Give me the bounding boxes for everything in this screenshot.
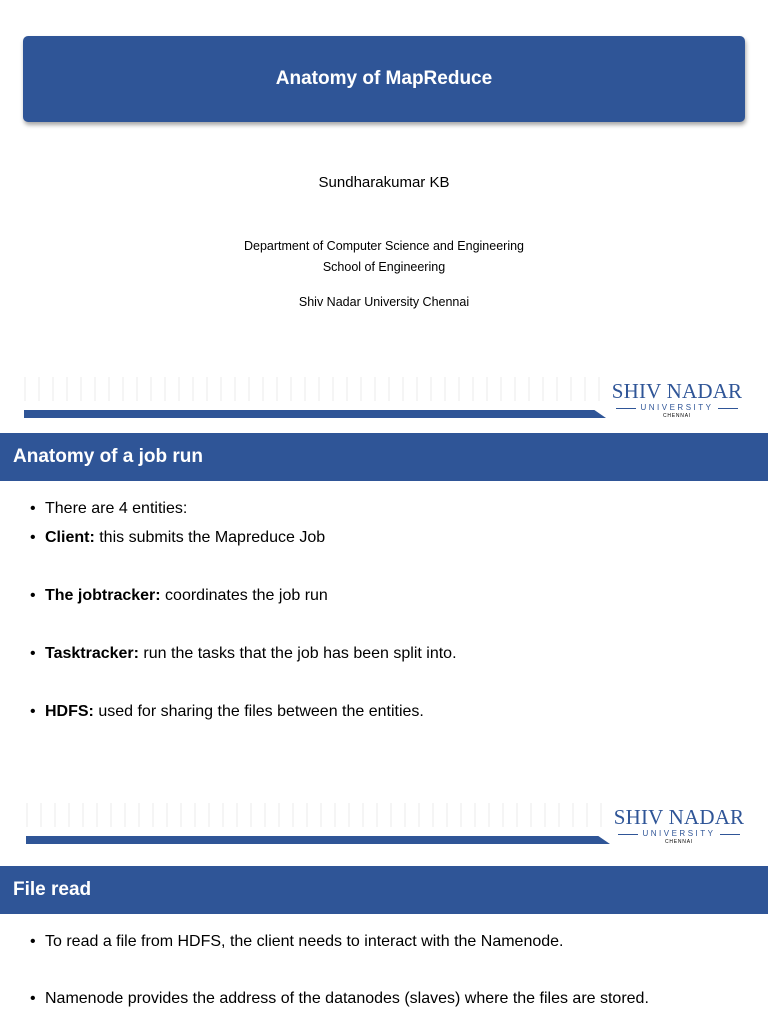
list-item: • Client: this submits the Mapreduce Job bbox=[30, 529, 326, 546]
list-item: • The jobtracker: coordinates the job run bbox=[30, 587, 328, 604]
section-header-file-read bbox=[0, 866, 768, 914]
decorative-strip bbox=[26, 803, 606, 827]
section-header-job-run bbox=[0, 433, 768, 481]
slide-title: Anatomy of MapReduce bbox=[275, 68, 493, 89]
list-item: • Tasktracker: run the tasks that the job has been split into. bbox=[30, 645, 457, 662]
list-item: • HDFS: used for sharing the files between the entities. bbox=[30, 703, 424, 720]
logo-subtitle-row bbox=[609, 829, 749, 839]
logo-subtitle-row bbox=[607, 403, 747, 413]
logo-name: SHIV NADAR bbox=[613, 805, 745, 829]
logo-subtitle: UNIVERSITY bbox=[642, 829, 716, 838]
list-item: • Namenode provides the address of the datanodes (slaves) where the files are stored. bbox=[30, 990, 649, 1007]
list-item: • There are 4 entities: bbox=[30, 500, 188, 517]
section-heading: Anatomy of a job run bbox=[13, 446, 203, 467]
university-logo bbox=[607, 380, 747, 420]
university-logo bbox=[609, 806, 749, 846]
slide-title-bar bbox=[23, 36, 745, 122]
logo-subtitle: UNIVERSITY bbox=[640, 403, 714, 412]
footer-divider bbox=[24, 410, 606, 418]
university-name: Shiv Nadar University Chennai bbox=[298, 295, 470, 309]
logo-city: CHENNAI bbox=[662, 413, 692, 419]
footer-divider bbox=[26, 836, 610, 844]
school-name: School of Engineering bbox=[322, 260, 446, 274]
author-name: Sundharakumar KB bbox=[318, 174, 450, 191]
decorative-strip bbox=[24, 377, 604, 401]
department-name: Department of Computer Science and Engineering bbox=[243, 239, 525, 253]
list-item: • To read a file from HDFS, the client needs to interact with the Namenode. bbox=[30, 933, 564, 950]
section-heading: File read bbox=[13, 879, 92, 900]
logo-name: SHIV NADAR bbox=[611, 379, 743, 403]
logo-city: CHENNAI bbox=[664, 839, 694, 845]
